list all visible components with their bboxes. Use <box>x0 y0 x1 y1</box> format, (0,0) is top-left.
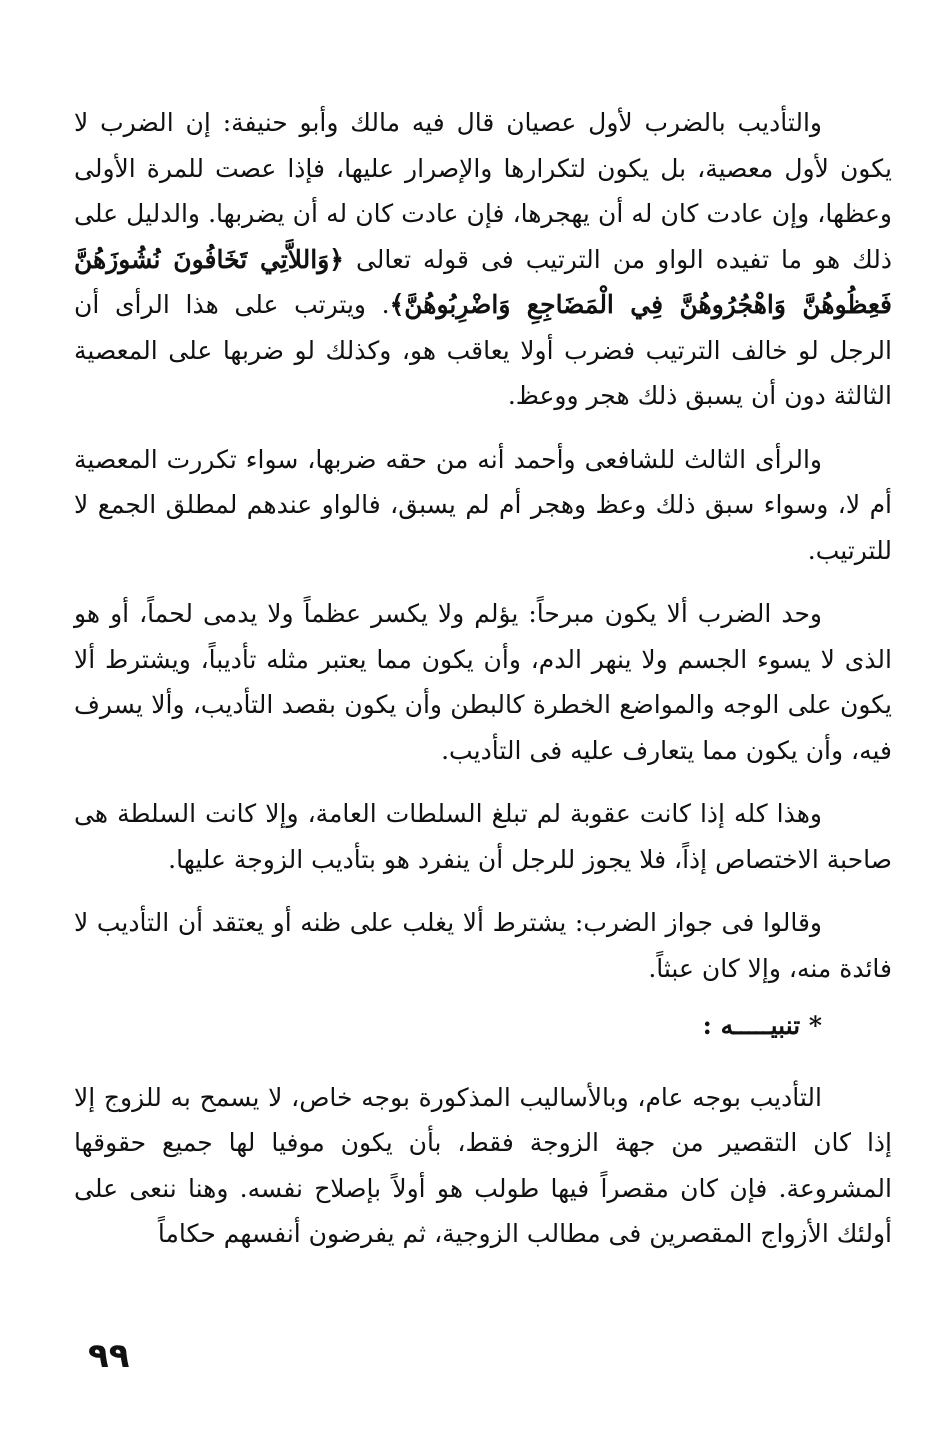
paragraph-1-text-a: والتأديب بالضرب لأول عصيان قال فيه مالك وأبو حنيفة: إن الضرب لا يكون لأول معصية، بل يكون لتكرارها والإصرار عليها، فإذا عصت للمرة الأولى وعظها، وإن عادت كان له أن يهجرها، فإن عادت كان له أن يضربها. والدليل على ذلك هو ما تفيده الواو من الترتيب فى قوله تعالى <box>74 108 892 274</box>
paragraph-2: والرأى الثالث للشافعى وأحمد أنه من حقه ضربها، سواء تكررت المعصية أم لا، وسواء سبق ذلك وعظ وهجر أم لم يسبق، فالواو عندهم لمطلق الجمع لا للترتيب. <box>74 444 892 565</box>
paragraph-1-text-b: . ويترتب على هذا الرأى أن الرجل لو خالف الترتيب فضرب أولا يعاقب هو، وكذلك لو ضربها على المعصية الثالثة دون أن يسبق ذلك هجر ووعظ. <box>74 290 892 410</box>
page-body <box>74 100 892 1275</box>
paragraph-6: التأديب بوجه عام، وبالأساليب المذكورة بوجه خاص، لا يسمح به للزوج إلا إذا كان التقصير من جهة الزوجة فقط، بأن يكون موفيا لها جميع حقوقها المشروعة. فإن كان مقصراً فيها طولب هو أولاً بإصلاح نفسه. وهنا ننعى على أولئك الأزواج المقصرين فى مطالب الزوجية، ثم يفرضون أنفسهم حكاماً <box>74 1082 892 1248</box>
paragraph-5: وقالوا فى جواز الضرب: يشترط ألا يغلب على ظنه أو يعتقد أن التأديب لا فائدة منه، وإلا كان عبثاً. <box>74 908 892 983</box>
page-number: ٩٩ <box>88 1336 130 1376</box>
paragraph-1 <box>74 100 892 419</box>
paragraph-3: وحد الضرب ألا يكون مبرحاً: يؤلم ولا يكسر عظماً ولا يدمى لحماً، أو هو الذى لا يسوء الجسم ولا ينهر الدم، وأن يكون مما يعتبر مثله تأديباً، ويشترط ألا يكون على الوجه والمواضع الخطرة كالبطن وأن يكون بقصد التأديب، وألا يسرف فيه، وأن يكون مما يتعارف عليه فى التأديب. <box>74 599 892 765</box>
quran-verse: ﴿وَاللاَّتِي تَخَافُونَ نُشُوزَهُنَّ فَعِظُوهُنَّ وَاهْجُرُوهُنَّ فِي الْمَضَاجِعِ وَاضْرِبُوهُنَّ﴾ <box>74 244 892 319</box>
note-heading: * تنبيـــــه : <box>702 1011 822 1040</box>
paragraph-4: وهذا كله إذا كانت عقوبة لم تبلغ السلطات العامة، وإلا كانت السلطة هى صاحبة الاختصاص إذاً، فلا يجوز للرجل أن ينفرد هو بتأديب الزوجة عليها. <box>74 799 892 874</box>
